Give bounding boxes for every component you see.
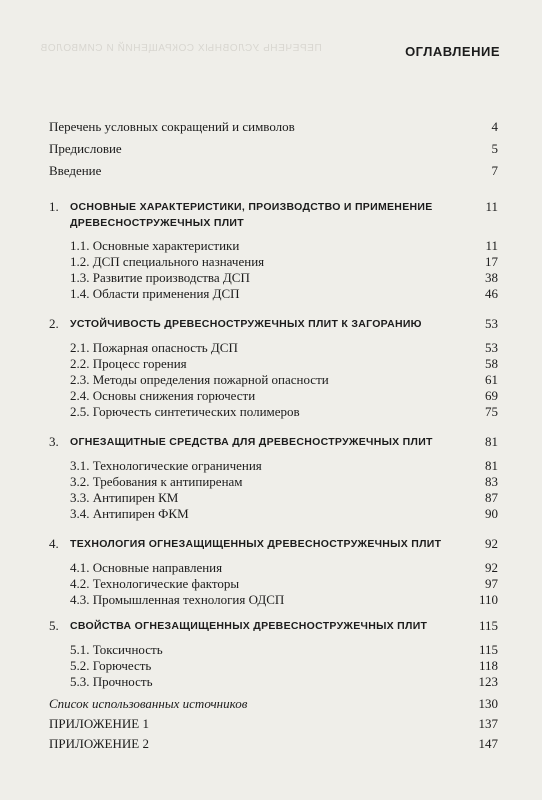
section-page: 110: [478, 592, 498, 607]
section-page: 61: [485, 372, 498, 387]
toc-entry-page: 130: [478, 696, 498, 711]
chapter-title: ОСНОВНЫЕ ХАРАКТЕРИСТИКИ, ПРОИЗВОДСТВО И ПРИМЕНЕНИЕ: [70, 201, 433, 213]
chapter-title-line2: ДРЕВЕСНОСТРУЖЕЧНЫХ ПЛИТ: [70, 217, 244, 229]
chapter-heading[interactable]: [0, 618, 542, 634]
toc-entry-label: Введение: [49, 163, 102, 178]
toc-section[interactable]: [0, 474, 542, 490]
chapter-title: УСТОЙЧИВОСТЬ ДРЕВЕСНОСТРУЖЕЧНЫХ ПЛИТ К ЗАГОРАНИЮ: [70, 318, 422, 330]
chapter-page: 92: [485, 536, 498, 551]
section-page: 90: [485, 506, 498, 521]
section-page: 75: [485, 404, 498, 419]
section-label: 3.4. Антипирен ФКМ: [70, 506, 189, 521]
toc-entry-page: 4: [491, 119, 498, 134]
chapter-page: 53: [485, 316, 498, 331]
toc-section[interactable]: [0, 642, 542, 658]
toc-entry-label: Перечень условных сокращений и символов: [49, 119, 295, 134]
toc-entry[interactable]: [0, 696, 542, 712]
section-label: 1.2. ДСП специального назначения: [70, 254, 265, 269]
section-label: 1.4. Области применения ДСП: [70, 286, 240, 301]
toc-section[interactable]: [0, 404, 542, 420]
section-page: 11: [485, 238, 498, 253]
section-page: 92: [485, 560, 498, 575]
chapter-title: СВОЙСТВА ОГНЕЗАЩИЩЕННЫХ ДРЕВЕСНОСТРУЖЕЧНЫХ ПЛИТ: [70, 620, 428, 632]
section-page: 58: [485, 356, 498, 371]
chapter-page: 11: [485, 199, 498, 214]
toc-section[interactable]: [0, 490, 542, 506]
section-label: 2.2. Процесс горения: [70, 356, 187, 371]
section-label: 1.1. Основные характеристики: [70, 238, 240, 253]
section-page: 38: [485, 270, 498, 285]
toc-entry-label: Список использованных источников: [49, 696, 248, 711]
section-label: 4.1. Основные направления: [70, 560, 223, 575]
section-label: 2.5. Горючесть синтетических полимеров: [70, 404, 300, 419]
section-page: 118: [478, 658, 498, 673]
toc-section[interactable]: [0, 506, 542, 522]
chapter-heading-cont: [0, 215, 542, 231]
chapter-page: 115: [478, 618, 498, 633]
section-label: 2.1. Пожарная опасность ДСП: [70, 340, 238, 355]
section-label: 2.3. Методы определения пожарной опасности: [70, 372, 329, 387]
section-label: 3.1. Технологические ограничения: [70, 458, 262, 473]
toc-section[interactable]: [0, 270, 542, 286]
toc-section[interactable]: [0, 458, 542, 474]
chapter-title: ТЕХНОЛОГИЯ ОГНЕЗАЩИЩЕННЫХ ДРЕВЕСНОСТРУЖЕЧНЫХ ПЛИТ: [70, 538, 442, 550]
toc-entry[interactable]: [0, 163, 542, 179]
section-label: 5.1. Токсичность: [70, 642, 163, 657]
toc-entry[interactable]: [0, 141, 542, 157]
section-page: 115: [478, 642, 498, 657]
toc-entry[interactable]: [0, 736, 542, 752]
section-label: 5.2. Горючесть: [70, 658, 152, 673]
toc-section[interactable]: [0, 238, 542, 254]
chapter-heading[interactable]: [0, 199, 542, 215]
section-page: 17: [485, 254, 498, 269]
chapter-page: 81: [485, 434, 498, 449]
toc-entry-label: Предисловие: [49, 141, 122, 156]
section-page: 69: [485, 388, 498, 403]
toc-entry-page: 137: [478, 716, 498, 731]
section-label: 4.3. Промышленная технология ОДСП: [70, 592, 285, 607]
section-label: 3.3. Антипирен КМ: [70, 490, 179, 505]
section-label: 3.2. Требования к антипиренам: [70, 474, 243, 489]
chapter-heading[interactable]: [0, 316, 542, 332]
chapter-number: 3.: [49, 434, 59, 449]
page-title: ОГЛАВЛЕНИЕ: [405, 44, 500, 59]
toc-entry-page: 5: [491, 141, 498, 156]
toc-entry[interactable]: [0, 119, 542, 135]
mirror-heading: ПЕРЕЧЕНЬ УСЛОВНЫХ СОКРАЩЕНИЙ И СИМВОЛОВ: [40, 43, 322, 54]
section-page: 87: [485, 490, 498, 505]
toc-section[interactable]: [0, 560, 542, 576]
section-page: 53: [485, 340, 498, 355]
chapter-number: 1.: [49, 199, 59, 214]
toc-section[interactable]: [0, 388, 542, 404]
toc-entry-page: 7: [491, 163, 498, 178]
toc-section[interactable]: [0, 286, 542, 302]
toc-section[interactable]: [0, 356, 542, 372]
toc-section[interactable]: [0, 372, 542, 388]
toc-section[interactable]: [0, 592, 542, 608]
section-label: 2.4. Основы снижения горючести: [70, 388, 256, 403]
toc-entry[interactable]: [0, 716, 542, 732]
section-page: 81: [485, 458, 498, 473]
chapter-number: 2.: [49, 316, 59, 331]
toc-entry-label: ПРИЛОЖЕНИЕ 2: [49, 736, 149, 751]
section-label: 1.3. Развитие производства ДСП: [70, 270, 250, 285]
toc-entry-page: 147: [478, 736, 498, 751]
toc-section[interactable]: [0, 254, 542, 270]
section-page: 83: [485, 474, 498, 489]
toc-section[interactable]: [0, 658, 542, 674]
chapter-title: ОГНЕЗАЩИТНЫЕ СРЕДСТВА ДЛЯ ДРЕВЕСНОСТРУЖЕЧНЫХ ПЛИТ: [70, 436, 433, 448]
section-label: 5.3. Прочность: [70, 674, 153, 689]
section-page: 46: [485, 286, 498, 301]
section-label: 4.2. Технологические факторы: [70, 576, 240, 591]
toc-section[interactable]: [0, 340, 542, 356]
chapter-number: 5.: [49, 618, 59, 633]
toc-section[interactable]: [0, 576, 542, 592]
section-page: 97: [485, 576, 498, 591]
chapter-heading[interactable]: [0, 536, 542, 552]
chapter-heading[interactable]: [0, 434, 542, 450]
chapter-number: 4.: [49, 536, 59, 551]
section-page: 123: [478, 674, 498, 689]
toc-entry-label: ПРИЛОЖЕНИЕ 1: [49, 716, 149, 731]
toc-section[interactable]: [0, 674, 542, 690]
